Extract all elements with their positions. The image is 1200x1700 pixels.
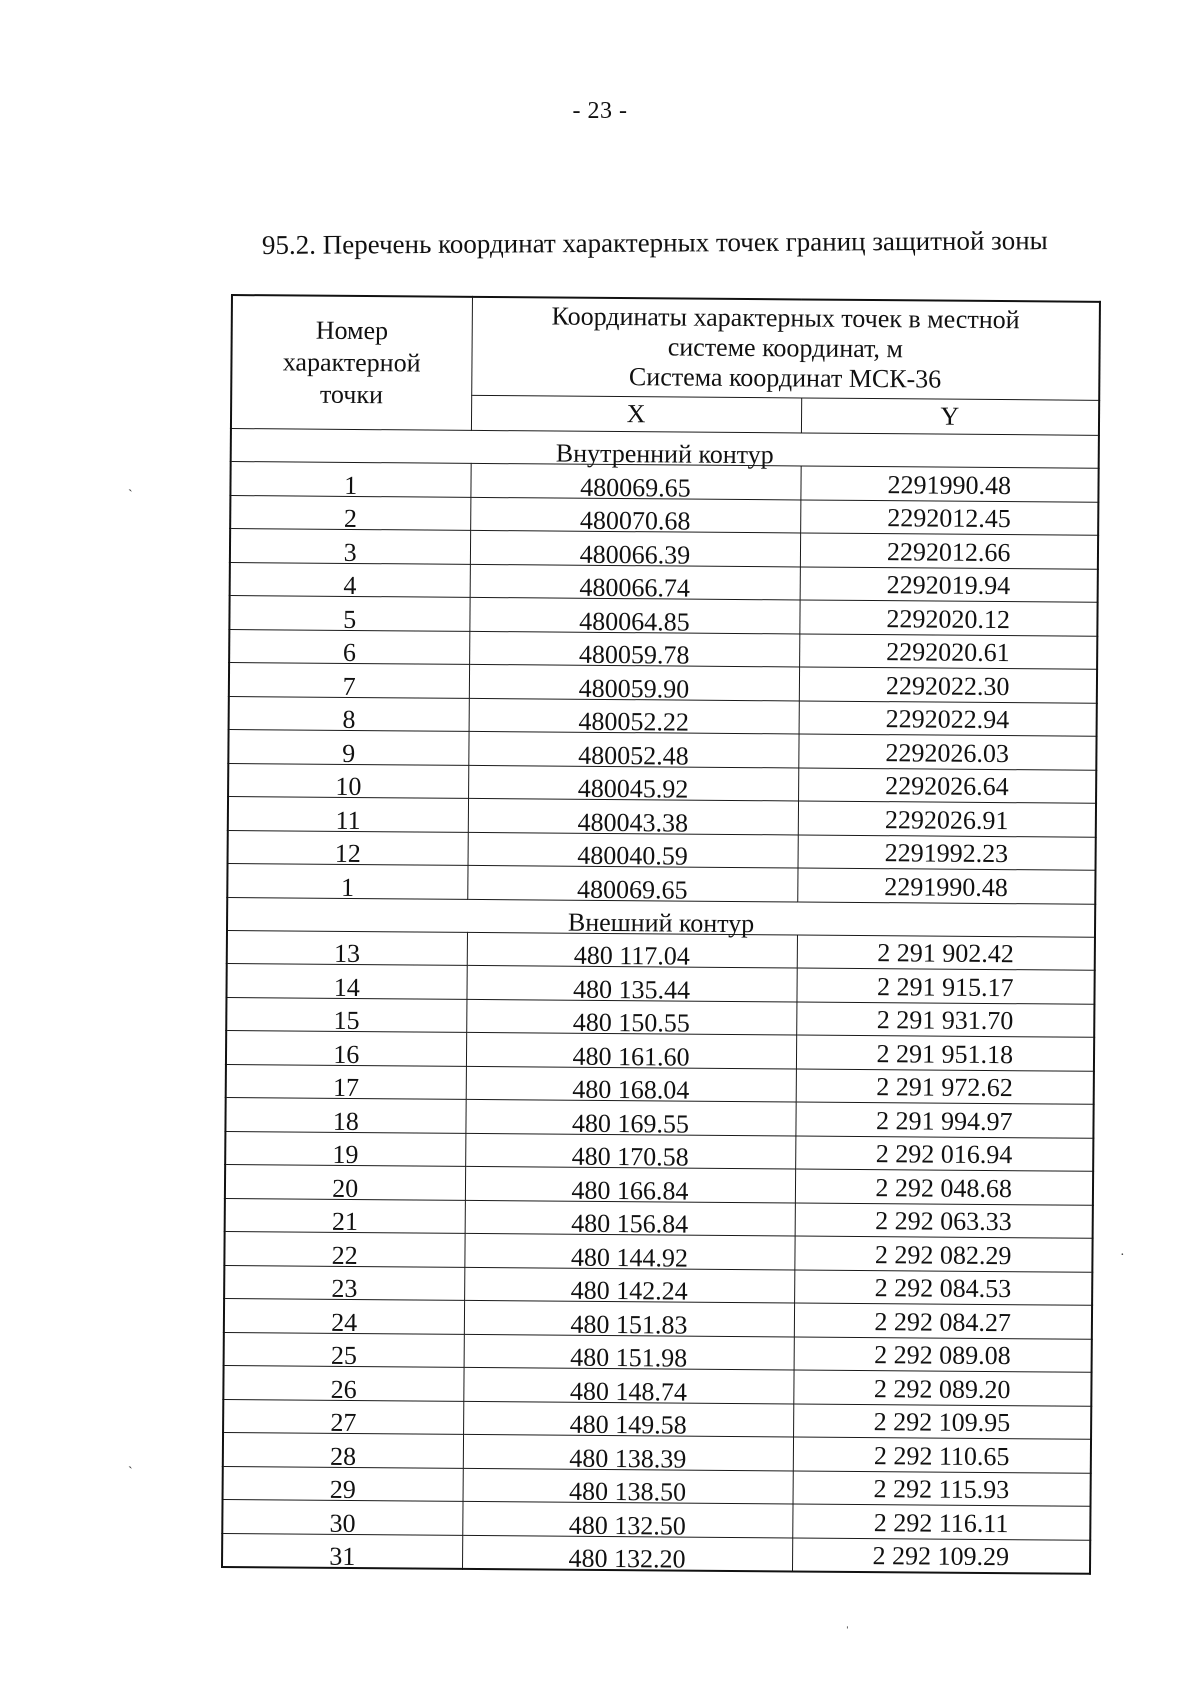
point-number-cell-text: 13	[333, 938, 361, 969]
point-number-cell	[223, 1432, 463, 1471]
point-number-cell-text: 25	[330, 1340, 358, 1371]
x-coordinate-cell-text: 480 149.58	[569, 1409, 687, 1440]
y-coordinate-cell-text: 2292012.45	[887, 503, 1011, 534]
section-title-text: Внешний контур	[567, 907, 755, 938]
point-number-cell	[222, 1499, 462, 1538]
x-coordinate-cell	[468, 798, 798, 838]
y-coordinate-cell	[796, 1001, 1094, 1037]
y-coordinate-cell-text: 2 292 109.95	[873, 1407, 1011, 1438]
y-coordinate-cell-text: 2 291 994.97	[875, 1105, 1013, 1136]
x-coordinate-cell	[467, 865, 797, 905]
y-coordinate-cell-text: 2 291 972.62	[876, 1072, 1013, 1103]
x-coordinate-cell-text: 480 117.04	[573, 940, 690, 971]
x-coordinate-cell	[465, 1200, 795, 1239]
y-coordinate-cell	[798, 734, 1096, 770]
x-coordinate-cell-text: 480 142.24	[570, 1275, 688, 1306]
point-number-cell-text: 24	[331, 1307, 358, 1337]
x-coordinate-cell-text: 480 138.39	[569, 1443, 687, 1474]
x-coordinate-cell	[466, 1066, 796, 1105]
y-coordinate-cell-text: 2 292 084.27	[874, 1306, 1012, 1337]
x-coordinate-cell-text: 480 132.20	[568, 1543, 686, 1574]
x-coordinate-cell-text: 480045.92	[577, 773, 689, 804]
y-coordinate-cell-text: 2 292 115.93	[873, 1474, 1010, 1505]
point-number-cell	[227, 863, 467, 902]
y-coordinate-cell-text: 2 291 902.42	[877, 938, 1014, 969]
x-coordinate-cell-text: 480 156.84	[571, 1208, 689, 1239]
y-coordinate-cell	[799, 700, 1097, 736]
x-coordinate-cell-text: 480066.39	[579, 539, 691, 570]
x-coordinate-cell	[465, 1099, 795, 1139]
x-coordinate-cell	[469, 631, 799, 670]
y-coordinate-cell-text: 2 292 089.20	[873, 1373, 1011, 1404]
x-coordinate-cell-text: 480069.65	[576, 874, 688, 905]
y-coordinate-cell	[800, 566, 1098, 602]
x-coordinate-cell	[466, 1032, 796, 1072]
x-coordinate-cell-text: 480 150.55	[572, 1007, 690, 1038]
y-coordinate-cell	[799, 633, 1097, 669]
y-coordinate-cell	[792, 1537, 1090, 1573]
point-number-cell-text: 14	[333, 972, 360, 1002]
header-x: X	[471, 395, 801, 433]
point-number-cell	[228, 763, 468, 802]
x-coordinate-cell-text: 480 168.04	[572, 1074, 690, 1105]
point-number-cell-text: 8	[342, 704, 356, 734]
y-coordinate-cell-text: 2 292 116.11	[873, 1507, 1009, 1538]
point-number-cell-text: 2	[343, 503, 358, 533]
y-coordinate-cell-text: 2292019.94	[886, 570, 1011, 601]
y-coordinate-cell-text: 2 292 082.29	[874, 1239, 1012, 1270]
x-coordinate-cell-text: 480 166.84	[571, 1175, 689, 1206]
y-coordinate-cell-text: 2291990.48	[884, 871, 1008, 902]
x-coordinate-cell-text: 480 151.98	[570, 1342, 688, 1373]
point-number-cell-text: 18	[332, 1106, 359, 1136]
header-point-number-line: Номер	[315, 315, 389, 346]
point-number-cell-text: 12	[334, 838, 361, 869]
point-number-cell-text: 19	[332, 1139, 359, 1170]
x-coordinate-cell	[465, 1166, 795, 1206]
y-coordinate-cell	[798, 767, 1096, 803]
x-coordinate-cell	[463, 1468, 793, 1507]
point-number-cell-text: 21	[331, 1206, 359, 1237]
y-coordinate-cell-text: 2 292 109.29	[872, 1541, 1010, 1572]
x-coordinate-cell	[464, 1267, 794, 1306]
x-coordinate-cell-text: 480059.90	[578, 673, 690, 704]
point-number-cell	[229, 696, 469, 734]
x-coordinate-cell	[464, 1233, 794, 1273]
x-coordinate-cell	[463, 1401, 793, 1440]
point-number-cell-text: 10	[335, 771, 362, 802]
x-coordinate-cell-text: 480070.68	[579, 505, 691, 536]
x-coordinate-cell-text: 480 161.60	[572, 1041, 690, 1072]
y-coordinate-cell-text: 2292012.66	[886, 536, 1011, 567]
point-number-cell-text: 29	[329, 1474, 356, 1505]
x-coordinate-cell	[463, 1367, 793, 1407]
y-coordinate-cell	[799, 667, 1097, 703]
y-coordinate-cell	[797, 868, 1095, 904]
y-coordinate-cell	[793, 1470, 1091, 1506]
x-coordinate-cell-text: 480 151.83	[570, 1309, 688, 1340]
x-coordinate-cell	[464, 1300, 794, 1340]
point-number-cell	[228, 729, 468, 768]
y-coordinate-cell-text: 2 292 063.33	[875, 1206, 1012, 1237]
x-coordinate-cell-text: 480059.78	[578, 639, 690, 670]
y-coordinate-cell	[797, 934, 1095, 970]
y-coordinate-cell-text: 2292026.91	[884, 804, 1009, 835]
section-title-text: Внутренний контур	[555, 438, 774, 470]
x-coordinate-cell	[464, 1334, 794, 1373]
y-coordinate-cell	[796, 1035, 1094, 1071]
y-coordinate-cell	[794, 1303, 1092, 1339]
x-coordinate-cell	[469, 597, 799, 637]
x-coordinate-cell	[466, 999, 796, 1038]
x-coordinate-cell-text: 480 169.55	[571, 1108, 690, 1139]
y-coordinate-cell-text: 2291990.48	[887, 469, 1012, 500]
y-coordinate-cell	[794, 1236, 1092, 1272]
x-coordinate-cell	[462, 1501, 792, 1541]
coordinates-table-body	[222, 429, 1099, 1574]
y-coordinate-cell	[798, 801, 1096, 837]
y-coordinate-cell-text: 2 292 089.08	[874, 1340, 1011, 1371]
point-number-cell-text: 9	[342, 738, 356, 768]
point-number-cell-text: 3	[343, 537, 357, 567]
point-number-cell	[226, 997, 466, 1036]
header-point-number-line: характерной	[282, 347, 421, 378]
x-coordinate-cell-text: 480 148.74	[569, 1376, 688, 1407]
y-coordinate-cell-text: 2291992.23	[884, 838, 1009, 869]
x-coordinate-cell	[470, 564, 800, 603]
point-number-cell	[226, 1030, 466, 1069]
x-coordinate-cell	[469, 664, 799, 704]
y-coordinate-cell	[796, 1068, 1094, 1104]
scan-speck: ·	[1120, 1248, 1125, 1263]
point-number-cell	[229, 629, 469, 667]
x-coordinate-cell-text: 480 132.50	[568, 1510, 686, 1541]
x-coordinate-cell-text: 480043.38	[577, 807, 689, 838]
y-coordinate-cell	[793, 1437, 1091, 1473]
point-number-cell-text: 4	[343, 570, 357, 600]
y-coordinate-cell	[794, 1336, 1092, 1372]
y-coordinate-cell	[795, 1169, 1093, 1205]
point-number-cell-text: 17	[332, 1072, 360, 1103]
point-number-cell	[230, 529, 470, 567]
y-coordinate-cell	[800, 466, 1098, 502]
y-coordinate-cell-text: 2292022.30	[885, 670, 1010, 701]
x-coordinate-cell-text: 480052.48	[578, 740, 689, 771]
point-number-cell	[224, 1332, 464, 1371]
x-coordinate-cell	[463, 1434, 793, 1474]
x-coordinate-cell	[465, 1133, 795, 1172]
point-number-cell	[224, 1265, 464, 1304]
y-coordinate-cell-text: 2 291 915.17	[876, 971, 1014, 1002]
x-coordinate-cell-text: 480066.74	[579, 572, 691, 603]
point-number-cell	[223, 1399, 463, 1438]
point-number-cell	[230, 495, 470, 533]
y-coordinate-cell-text: 2292022.94	[885, 704, 1010, 735]
y-coordinate-cell-text: 2 292 110.65	[873, 1440, 1010, 1471]
header-coordinates-line: Координаты характерных точек в местной	[551, 301, 1020, 335]
y-coordinate-cell	[792, 1504, 1090, 1540]
x-coordinate-cell	[468, 832, 798, 871]
header-point-number	[231, 295, 472, 430]
y-coordinate-cell-text: 2 291 931.70	[876, 1005, 1014, 1036]
x-coordinate-cell-text: 480040.59	[577, 840, 688, 871]
point-number-cell-text: 31	[329, 1541, 356, 1572]
point-number-cell	[226, 963, 466, 1002]
y-coordinate-cell	[800, 533, 1098, 569]
scan-speck: ˈ	[845, 1625, 850, 1640]
point-number-cell	[225, 1198, 465, 1237]
y-coordinate-cell	[794, 1269, 1092, 1305]
point-number-cell-text: 23	[331, 1273, 358, 1304]
y-coordinate-cell-text: 2 292 016.94	[875, 1139, 1013, 1170]
x-coordinate-cell	[470, 530, 800, 570]
y-coordinate-cell	[793, 1370, 1091, 1406]
point-number-cell-text: 16	[333, 1039, 360, 1069]
point-number-cell-text: 28	[330, 1441, 357, 1471]
point-number-cell	[230, 562, 470, 600]
header-coordinates-line: Система координат МСК-36	[628, 362, 942, 394]
coordinates-table-container	[221, 294, 1101, 1575]
x-coordinate-cell-text: 480 170.58	[571, 1141, 689, 1172]
point-number-cell	[225, 1164, 465, 1203]
x-coordinate-cell-text: 480069.65	[580, 472, 691, 503]
point-number-cell	[225, 1097, 465, 1136]
y-coordinate-cell-text: 2292026.64	[885, 771, 1009, 802]
x-coordinate-cell-text: 480 138.50	[568, 1476, 687, 1507]
point-number-cell-text: 26	[330, 1374, 357, 1404]
y-coordinate-cell	[800, 499, 1098, 535]
y-coordinate-cell-text: 2 291 951.18	[876, 1038, 1014, 1069]
y-coordinate-cell	[799, 600, 1097, 636]
coordinates-table	[221, 294, 1101, 1575]
point-number-cell	[226, 1064, 466, 1103]
y-coordinate-cell-text: 2292020.12	[886, 603, 1011, 634]
y-coordinate-cell	[795, 1135, 1093, 1171]
x-coordinate-cell-text: 480052.22	[578, 706, 690, 737]
x-coordinate-cell	[466, 965, 796, 1005]
y-coordinate-cell	[796, 968, 1094, 1004]
header-point-number-line: точки	[319, 379, 384, 410]
point-number-cell	[223, 1365, 463, 1404]
point-number-cell	[223, 1466, 463, 1505]
point-number-cell-text: 30	[329, 1508, 356, 1538]
y-coordinate-cell-text: 2292020.61	[886, 637, 1010, 668]
point-number-cell-text: 5	[343, 604, 357, 634]
point-number-cell-text: 6	[342, 637, 357, 667]
point-number-cell	[230, 462, 470, 500]
x-coordinate-cell-text: 480 135.44	[572, 974, 691, 1005]
point-number-cell-text: 15	[333, 1005, 360, 1036]
point-number-cell	[228, 830, 468, 869]
x-coordinate-cell	[468, 765, 798, 804]
point-number-cell	[222, 1533, 462, 1572]
x-coordinate-cell	[462, 1535, 792, 1572]
point-number-cell-text: 1	[340, 872, 355, 902]
point-number-cell	[228, 796, 468, 835]
section-title: 95.2. Перечень координат характерных точек границ защитной зоны	[261, 225, 1048, 260]
y-coordinate-cell	[798, 834, 1096, 870]
y-coordinate-cell-text: 2 292 084.53	[874, 1273, 1012, 1304]
page-number: - 23 -	[572, 98, 628, 124]
header-y: Y	[801, 398, 1099, 436]
point-number-cell-text: 22	[331, 1240, 358, 1270]
scan-speck: ˋ	[128, 488, 133, 503]
x-coordinate-cell	[470, 497, 800, 536]
point-number-cell	[225, 1131, 465, 1170]
header-coordinates-line: системе координат, м	[667, 332, 904, 364]
x-coordinate-cell	[468, 731, 798, 771]
y-coordinate-cell	[795, 1102, 1093, 1138]
scan-speck: ˋ	[128, 1465, 133, 1480]
point-number-cell	[227, 930, 467, 969]
header-coordinates	[471, 297, 1100, 400]
x-coordinate-cell-text: 480064.85	[579, 606, 690, 637]
y-coordinate-cell-text: 2 292 048.68	[875, 1172, 1013, 1203]
point-number-cell	[229, 595, 469, 634]
y-coordinate-cell-text: 2292026.03	[885, 737, 1010, 768]
point-number-cell	[224, 1231, 464, 1270]
point-number-cell-text: 11	[335, 805, 361, 835]
y-coordinate-cell	[793, 1403, 1091, 1439]
point-number-cell	[224, 1298, 464, 1337]
point-number-cell-text: 27	[330, 1407, 357, 1438]
point-number-cell-text: 1	[344, 470, 358, 500]
y-coordinate-cell	[795, 1202, 1093, 1238]
x-coordinate-cell	[469, 698, 799, 737]
point-number-cell-text: 7	[342, 671, 356, 701]
point-number-cell	[229, 662, 469, 701]
x-coordinate-cell-text: 480 144.92	[570, 1242, 689, 1273]
point-number-cell-text: 20	[332, 1173, 359, 1203]
